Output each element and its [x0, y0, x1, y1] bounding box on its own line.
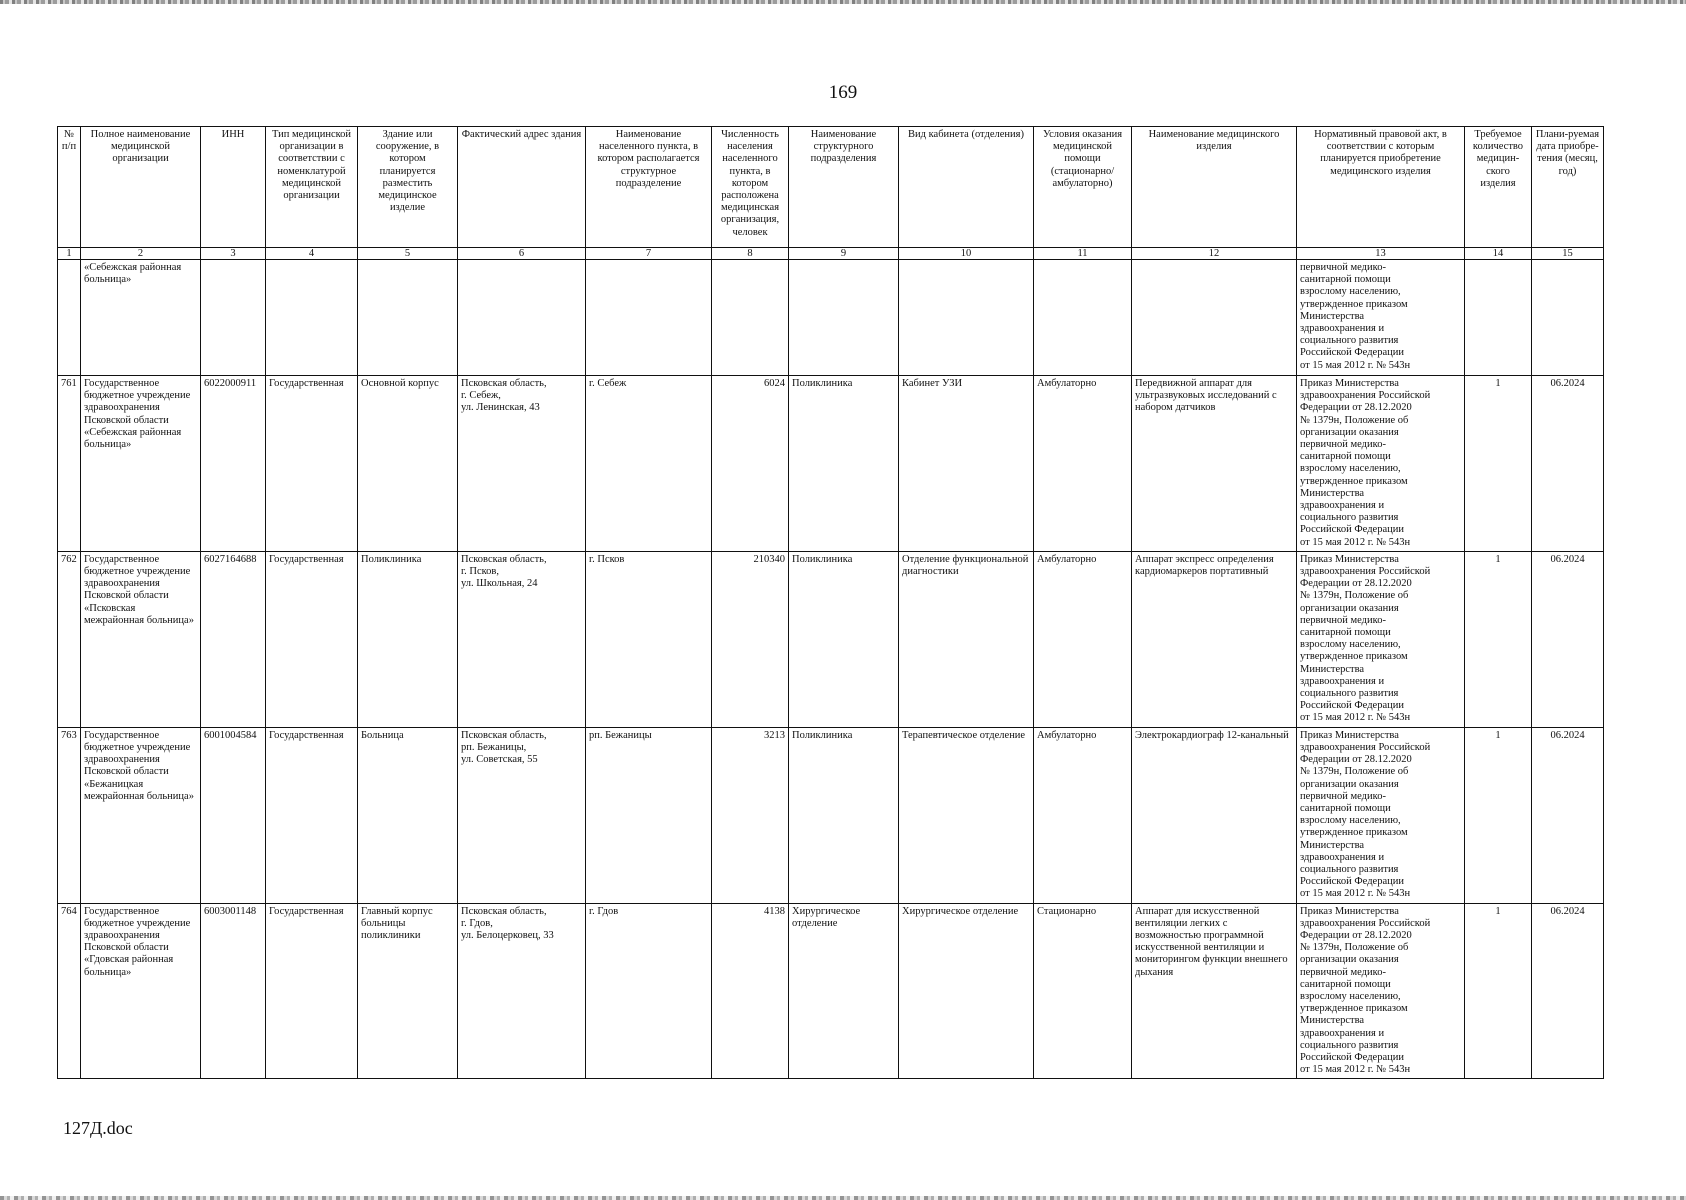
cell-unit: Поликлиника	[789, 376, 899, 552]
header-cell: Условия оказания медицинской помощи (стационарно/ амбулаторно)	[1034, 127, 1132, 248]
cell-inn: 6027164688	[201, 551, 266, 727]
cell-empty	[1465, 260, 1532, 376]
cell-qty: 1	[1465, 903, 1532, 1079]
cell-org: Государственное бюджетное учреждение здравоохранения Псковской области «Гдовская районная больница»	[81, 903, 201, 1079]
header-cell: Фактический адрес здания	[458, 127, 586, 248]
cell-org: Государственное бюджетное учреждение здравоохранения Псковской области «Псковская межрайонная больница»	[81, 551, 201, 727]
table-row	[58, 727, 1604, 903]
header-cell: Здание или сооружение, в котором планируется разместить медицинское изделие	[358, 127, 458, 248]
cell-type: Государственная	[266, 376, 358, 552]
header-cell: Нормативный правовой акт, в соответствии с которым планируется приобретение медицинского изделия	[1297, 127, 1465, 248]
cell-qty: 1	[1465, 727, 1532, 903]
header-cell: № п/п	[58, 127, 81, 248]
cell-unit: Поликлиника	[789, 727, 899, 903]
cell-empty	[458, 260, 586, 376]
header-cell: ИНН	[201, 127, 266, 248]
table-row-continuation	[58, 260, 1604, 376]
column-number: 4	[266, 248, 358, 260]
column-number: 13	[1297, 248, 1465, 260]
cell-cabinet: Кабинет УЗИ	[899, 376, 1034, 552]
cell-locality: г. Себеж	[586, 376, 712, 552]
column-number: 9	[789, 248, 899, 260]
column-number: 11	[1034, 248, 1132, 260]
column-number: 14	[1465, 248, 1532, 260]
cell-population: 6024	[712, 376, 789, 552]
scan-edge-top	[0, 0, 1686, 4]
header-cell: Наименование медицинского изделия	[1132, 127, 1297, 248]
cell-org: «Себежская районная больница»	[81, 260, 201, 376]
column-number: 5	[358, 248, 458, 260]
cell-empty	[358, 260, 458, 376]
cell-org: Государственное бюджетное учреждение здравоохранения Псковской области «Бежаницкая межрайонная больница»	[81, 727, 201, 903]
cell-unit: Поликлиника	[789, 551, 899, 727]
cell-conditions: Амбулаторно	[1034, 727, 1132, 903]
cell-type: Государственная	[266, 727, 358, 903]
header-cell: Вид кабинета (отделения)	[899, 127, 1034, 248]
cell-type: Государственная	[266, 903, 358, 1079]
cell-date: 06.2024	[1532, 727, 1604, 903]
table-row	[58, 903, 1604, 1079]
cell-num: 764	[58, 903, 81, 1079]
column-number: 6	[458, 248, 586, 260]
cell-qty: 1	[1465, 551, 1532, 727]
cell-population: 4138	[712, 903, 789, 1079]
cell-org: Государственное бюджетное учреждение здравоохранения Псковской области «Себежская районная больница»	[81, 376, 201, 552]
cell-act: Приказ Министерства здравоохранения Российской Федерации от 28.12.2020 № 1379н, Положение об организации оказания первичной медико- санитарной помощи взрослому населению, утвержденное приказом Министерства здравоохранения и социального развития Российской Федерации от 15 мая 2012 г. № 543н	[1297, 551, 1465, 727]
table-row	[58, 551, 1604, 727]
cell-address: Псковская область, г. Псков, ул. Школьная, 24	[458, 551, 586, 727]
column-number: 2	[81, 248, 201, 260]
cell-type: Государственная	[266, 551, 358, 727]
cell-date: 06.2024	[1532, 376, 1604, 552]
table-row	[58, 376, 1604, 552]
cell-cabinet: Хирургическое отделение	[899, 903, 1034, 1079]
header-cell: Полное наименование медицинской организации	[81, 127, 201, 248]
cell-act: Приказ Министерства здравоохранения Российской Федерации от 28.12.2020 № 1379н, Положение об организации оказания первичной медико- санитарной помощи взрослому населению, утвержденное приказом Министерства здравоохранения и социального развития Российской Федерации от 15 мая 2012 г. № 543н	[1297, 903, 1465, 1079]
cell-device: Аппарат экспресс определения кардиомаркеров портативный	[1132, 551, 1297, 727]
cell-cabinet: Отделение функциональной диагностики	[899, 551, 1034, 727]
cell-locality: г. Гдов	[586, 903, 712, 1079]
cell-inn: 6003001148	[201, 903, 266, 1079]
cell-empty	[1034, 260, 1132, 376]
cell-cabinet: Терапевтическое отделение	[899, 727, 1034, 903]
column-number: 15	[1532, 248, 1604, 260]
header-cell: Наименование структурного подразделения	[789, 127, 899, 248]
cell-empty	[201, 260, 266, 376]
page-number: 169	[828, 82, 858, 103]
cell-building: Больница	[358, 727, 458, 903]
cell-locality: г. Псков	[586, 551, 712, 727]
cell-address: Псковская область, г. Себеж, ул. Ленинская, 43	[458, 376, 586, 552]
cell-inn: 6022000911	[201, 376, 266, 552]
column-number: 3	[201, 248, 266, 260]
column-number: 12	[1132, 248, 1297, 260]
column-number: 10	[899, 248, 1034, 260]
cell-inn: 6001004584	[201, 727, 266, 903]
cell-unit: Хирургическое отделение	[789, 903, 899, 1079]
header-cell: Численность населения населенного пункта, в котором расположена медицинская организация, человек	[712, 127, 789, 248]
cell-empty	[266, 260, 358, 376]
cell-empty	[789, 260, 899, 376]
cell-date: 06.2024	[1532, 551, 1604, 727]
cell-qty: 1	[1465, 376, 1532, 552]
column-number: 1	[58, 248, 81, 260]
cell-device: Передвижной аппарат для ультразвуковых исследований с набором датчиков	[1132, 376, 1297, 552]
cell-conditions: Стационарно	[1034, 903, 1132, 1079]
cell-num: 763	[58, 727, 81, 903]
cell-empty	[586, 260, 712, 376]
cell-empty	[58, 260, 81, 376]
cell-date: 06.2024	[1532, 903, 1604, 1079]
header-cell: Требуемое количество медицин-ского изделия	[1465, 127, 1532, 248]
column-number: 8	[712, 248, 789, 260]
column-number-row	[58, 248, 1604, 260]
cell-act: Приказ Министерства здравоохранения Российской Федерации от 28.12.2020 № 1379н, Положение об организации оказания первичной медико- санитарной помощи взрослому населению, утвержденное приказом Министерства здравоохранения и социального развития Российской Федерации от 15 мая 2012 г. № 543н	[1297, 376, 1465, 552]
cell-act: Приказ Министерства здравоохранения Российской Федерации от 28.12.2020 № 1379н, Положение об организации оказания первичной медико- санитарной помощи взрослому населению, утвержденное приказом Министерства здравоохранения и социального развития Российской Федерации от 15 мая 2012 г. № 543н	[1297, 727, 1465, 903]
cell-address: Псковская область, г. Гдов, ул. Белоцерковец, 33	[458, 903, 586, 1079]
footer-filename: 127Д.doc	[63, 1118, 133, 1138]
cell-empty	[1132, 260, 1297, 376]
cell-address: Псковская область, рп. Бежаницы, ул. Советская, 55	[458, 727, 586, 903]
cell-act: первичной медико- санитарной помощи взрослому населению, утвержденное приказом Министерства здравоохранения и социального развития Российской Федерации от 15 мая 2012 г. № 543н	[1297, 260, 1465, 376]
cell-num: 762	[58, 551, 81, 727]
cell-building: Главный корпус больницы поликлиники	[358, 903, 458, 1079]
cell-locality: рп. Бежаницы	[586, 727, 712, 903]
header-cell: Тип медицинской организации в соответствии с номенклатурой медицинской организации	[266, 127, 358, 248]
cell-empty	[712, 260, 789, 376]
equipment-table	[57, 126, 1604, 1079]
cell-empty	[1532, 260, 1604, 376]
header-cell: Наименование населенного пункта, в котором располагается структурное подразделение	[586, 127, 712, 248]
cell-population: 210340	[712, 551, 789, 727]
cell-conditions: Амбулаторно	[1034, 376, 1132, 552]
cell-building: Поликлиника	[358, 551, 458, 727]
cell-device: Электрокардиограф 12-канальный	[1132, 727, 1297, 903]
cell-empty	[899, 260, 1034, 376]
cell-device: Аппарат для искусственной вентиляции легких с возможностью программной искусственной вентиляции и мониторингом функции внешнего дыхания	[1132, 903, 1297, 1079]
cell-population: 3213	[712, 727, 789, 903]
header-row	[58, 127, 1604, 248]
column-number: 7	[586, 248, 712, 260]
scan-edge-bottom	[0, 1196, 1686, 1200]
cell-num: 761	[58, 376, 81, 552]
cell-building: Основной корпус	[358, 376, 458, 552]
cell-conditions: Амбулаторно	[1034, 551, 1132, 727]
header-cell: Плани-руемая дата приобре-тения (месяц, год)	[1532, 127, 1604, 248]
